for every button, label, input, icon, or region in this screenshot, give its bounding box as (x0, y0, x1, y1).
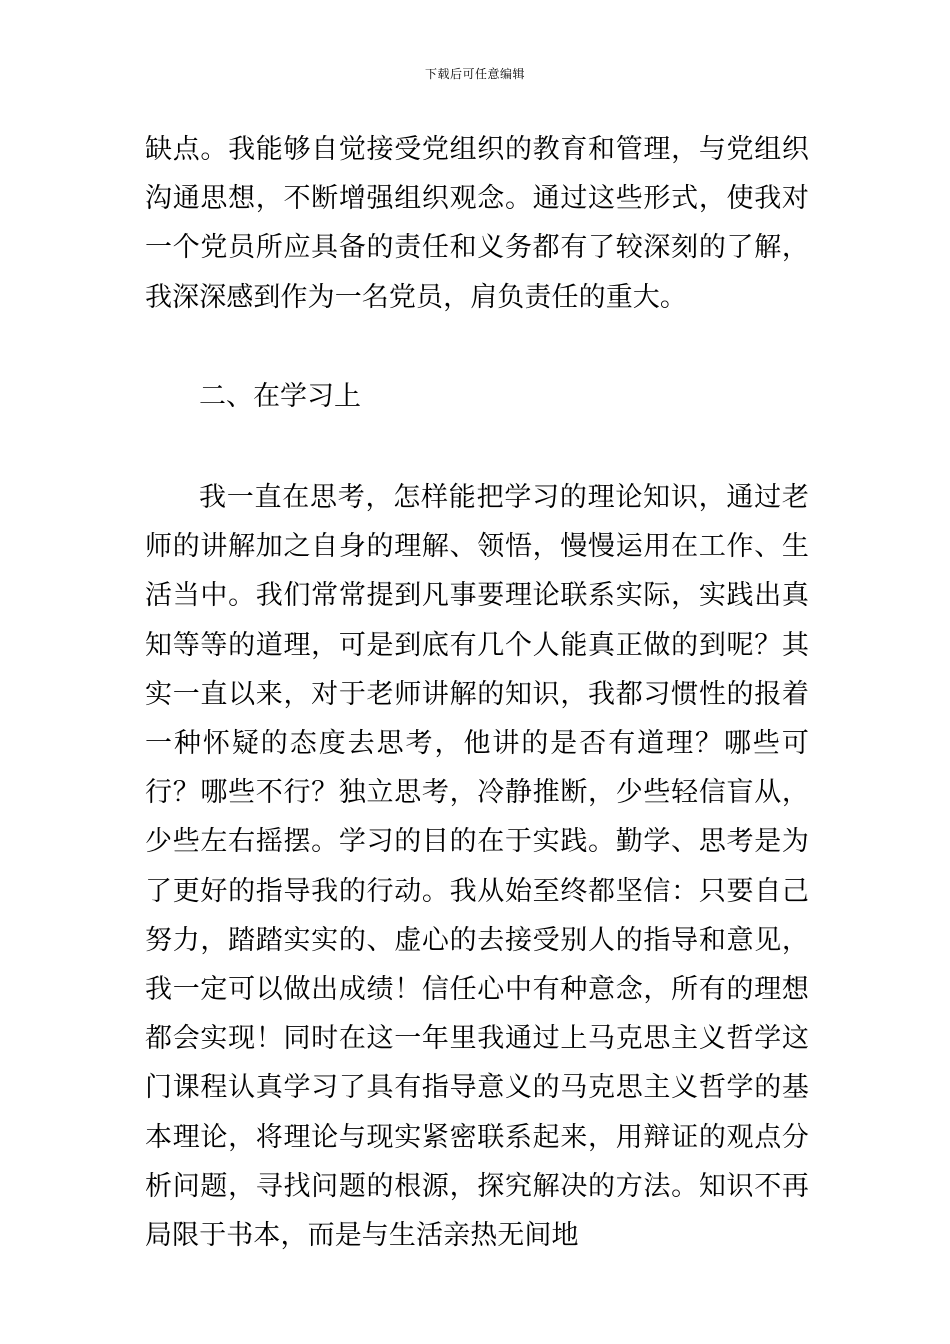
paragraph-spacer (145, 322, 809, 372)
section-heading: 二、在学习上 (199, 380, 361, 412)
paragraph-continued: 缺点。我能够自觉接受党组织的教育和管理，与党组织沟通思想，不断增强组织观念。通过这些形式，使我对一个党员所应具备的责任和义务都有了较深刻的了解，我深深感到作为一名党员，肩负责任的重大。 (145, 134, 809, 313)
paragraph-spacer (145, 421, 809, 473)
page-header: 下载后可任意编辑 (424, 67, 525, 81)
paragraph-study: 我一直在思考，怎样能把学习的理论知识，通过老师的讲解加之自身的理解、领悟，慢慢运用在工作、生活当中。我们常常提到凡事要理论联系实际，实践出真知等等的道理，可是到底有几个人能真正做的到呢？其实一直以来，对于老师讲解的知识，我都习惯性的报着一种怀疑的态度去思考，他讲的是否有道理？哪些可行？哪些不行？独立思考，冷静推断，少些轻信盲从，少些左右摇摆。学习的目的在于实践。勤学、思考是为了更好的指导我的行动。我从始至终都坚信：只要自己努力，踏踏实实的、虚心的去接受别人的指导和意见，我一定可以做出成绩！信任心中有种意念，所有的理想都会实现！同时在这一年里我通过上马克思主义哲学这门课程认真学习了具有指导意义的马克思主义哲学的基本理论，将理论与现实紧密联系起来，用辩证的观点分析问题，寻找问题的根源，探究解决的方法。知识不再局限于书本，而是与生活亲热无间地 (145, 482, 809, 1252)
document-body (145, 125, 809, 1260)
